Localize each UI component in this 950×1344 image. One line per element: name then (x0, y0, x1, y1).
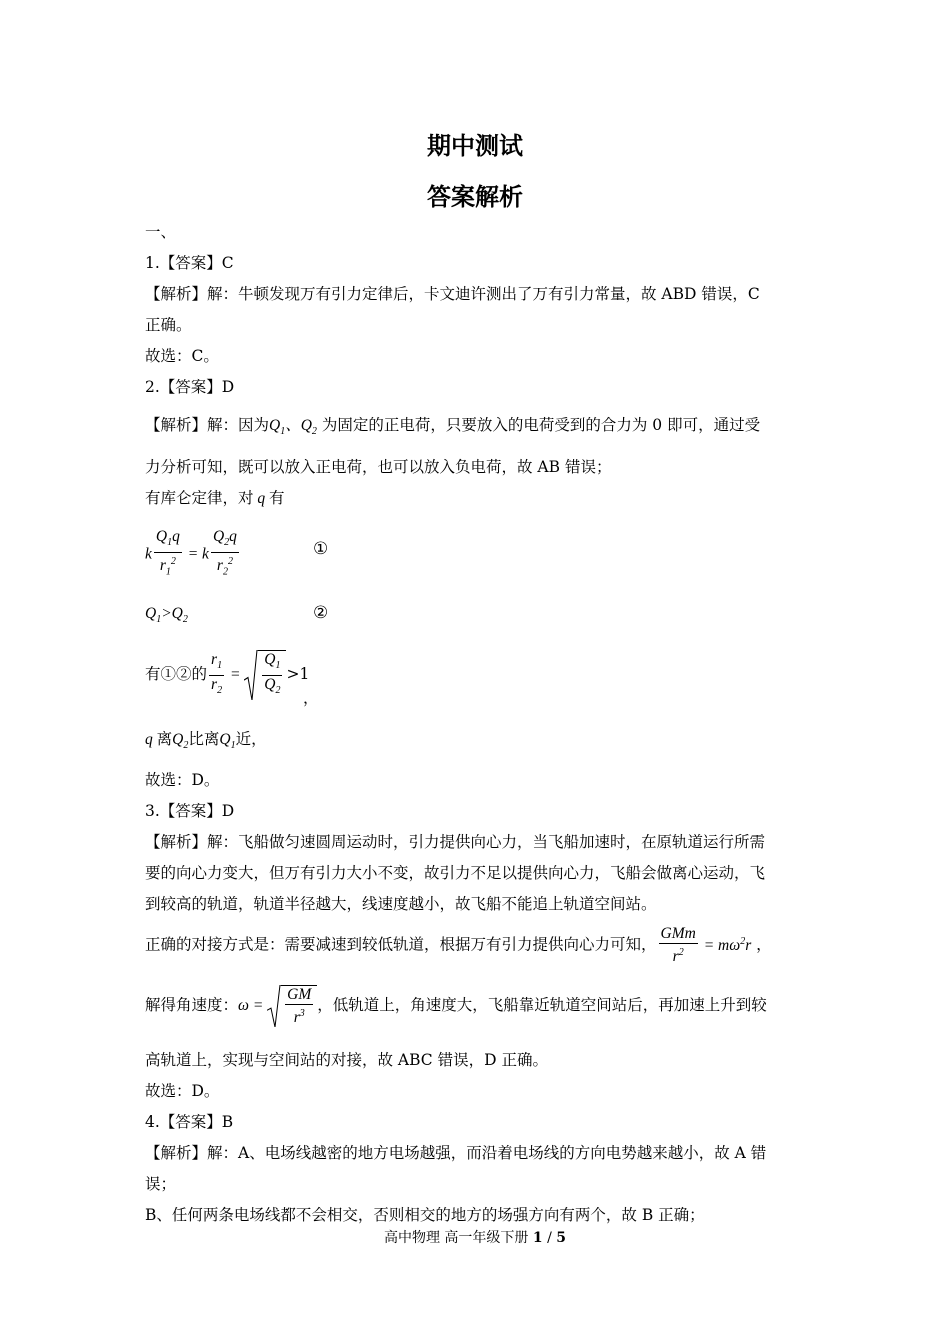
q4-analysis-cont2: B、任何两条电场线都不会相交，否则相交的地方的场强方向有两个，故 B 正确； (145, 1206, 705, 1224)
ratio-comma: ， (303, 689, 319, 707)
q3-choice: 故选：D。 (145, 1082, 220, 1100)
section-heading: 一、 (145, 223, 177, 241)
q1-analysis-cont: 正确。 (145, 316, 192, 334)
q2-coulomb-line: 有库仑定律，对 q 有 (145, 489, 285, 507)
q2-analysis (145, 415, 760, 442)
q3-analysis-cont2: 到较高的轨道，轨道半径越大，线速度越小，故飞船不能追上轨道空间站。 (145, 895, 657, 913)
q1-answer: 1.【答案】C (145, 254, 234, 272)
equation-2: $Q_1>Q_2$ (145, 605, 188, 626)
q4-analysis: 【解析】解：A、电场线越密的地方电场越强，而沿着电场线的方向电势越来越小，故 A 错 (145, 1144, 767, 1162)
near-c: 近， (235, 730, 267, 748)
q2-coulomb-post: 有 (269, 489, 285, 507)
ratio-pre: 有①②的 (145, 665, 208, 684)
equation-1-mark: ① (313, 539, 329, 559)
footer-page-number: 1 (532, 1230, 543, 1246)
q2-choice: 故选：D。 (145, 771, 220, 789)
ratio-equation: 有①②的 $\frac{r_1}{r_2}$ = $\frac{Q_1}{Q_2}$ >1 (145, 650, 309, 700)
q3-answer: 3.【答案】D (145, 802, 235, 820)
q2-analysis-post: 为固定的正电荷，只要放入的电荷受到的合力为 0 即可，通过受 (321, 416, 761, 434)
q2-analysis-pre: 【解析】解：因为 (145, 416, 270, 434)
q2-conclusion: q 离$Q_2$比离$Q_1$近， (145, 730, 267, 752)
q2-analysis-cont: 力分析可知，既可以放入正电荷，也可以放入负电荷，故 AB 错误； (145, 458, 612, 476)
equation-2-mark: ② (313, 603, 329, 623)
q2-answer: 2.【答案】D (145, 378, 235, 396)
q3-omega: 解得角速度：ω = $\frac{GM}{r^3}$ ，低轨道上，角速度大，飞船靠近轨道空间站后，再加速上升到较 (145, 986, 767, 1027)
near-a: 离 (156, 730, 173, 748)
footer-separator: / (547, 1230, 552, 1246)
ratio-tail: >1 (286, 665, 310, 684)
equation-1: k $\frac{Q_1q}{r_1^2}$ = k $\frac{Q_2q}{r_2^2}$ (145, 528, 237, 578)
page-title: 期中测试 (427, 132, 523, 160)
q3-analysis-cont3: 高轨道上，实现与空间站的对接，故 ABC 错误，D 正确。 (145, 1051, 548, 1069)
q1-analysis: 【解析】解：牛顿发现万有引力定律后，卡文迪许测出了万有引力常量，故 ABD 错误，C (145, 285, 760, 303)
q2-coulomb-pre: 有库仑定律，对 (145, 489, 254, 507)
q3-analysis: 【解析】解：飞船做匀速圆周运动时，引力提供向心力，当飞船加速时，在原轨道运行所需 (145, 833, 766, 851)
q3-docking: 正确的对接方式是：需要减速到较低轨道，根据万有引力提供向心力可知， $\frac{\text{GMm}}{r^2}$ = $m\omega^2r$ ， (145, 925, 772, 966)
omega-pre: 解得角速度： (145, 996, 239, 1015)
page-subtitle: 答案解析 (427, 183, 523, 211)
q1-choice: 故选：C。 (145, 347, 219, 365)
q4-answer: 4.【答案】B (145, 1113, 234, 1131)
footer-page-total: 5 (556, 1230, 567, 1246)
q3-analysis-cont1: 要的向心力变大，但万有引力大小不变，故引力不足以提供向心力，飞船会做离心运动，飞 (145, 864, 766, 882)
docking-pre: 正确的对接方式是：需要减速到较低轨道，根据万有引力提供向心力可知， (145, 935, 657, 954)
q4-analysis-cont1: 误； (145, 1175, 177, 1193)
omega-post: ，低轨道上，角速度大，飞船靠近轨道空间站后，再加速上升到较 (317, 996, 767, 1015)
footer-text: 高中物理 高一年级下册 (383, 1230, 529, 1246)
page-footer (0, 1227, 950, 1247)
q1-q2-symbols: $Q_1$、$Q_2$ (269, 417, 317, 438)
near-b: 比离 (188, 730, 220, 748)
